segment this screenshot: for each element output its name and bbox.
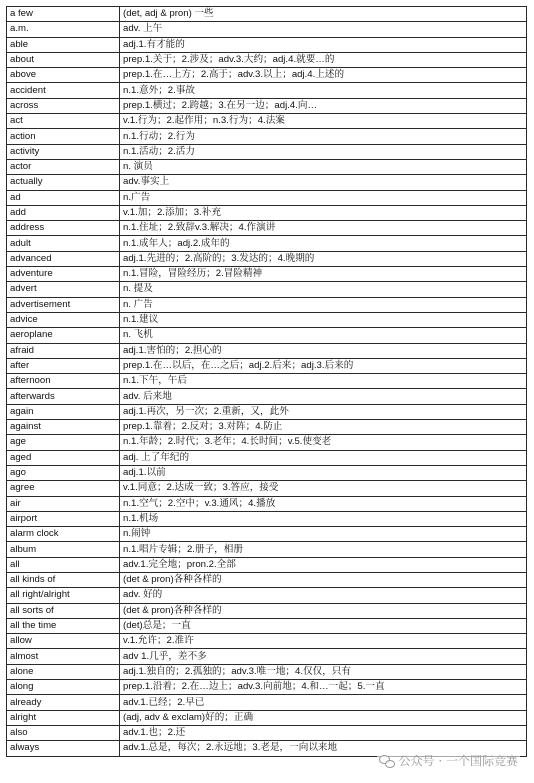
definition-cell: n.1.建议 [120, 312, 527, 327]
word-cell: afterwards [7, 389, 120, 404]
table-row [7, 496, 527, 511]
definition-cell: (adj, adv & exclam)好的；正确 [120, 710, 527, 725]
definition-cell: prep.1.在…上方；2.高于；adv.3.以上；adj.4.上述的 [120, 68, 527, 83]
definition-cell: prep.1.关于；2.涉及；adv.3.大约；adj.4.就要…的 [120, 52, 527, 67]
definition-cell: n.1.下午，午后 [120, 374, 527, 389]
table-row [7, 236, 527, 251]
definition-cell: n.1.成年人；adj.2.成年的 [120, 236, 527, 251]
definition-cell: prep.1.靠着；2.反对；3.对阵；4.防止 [120, 420, 527, 435]
table-row [7, 664, 527, 679]
definition-cell: prep.1.在…以后，在…之后；adj.2.后来；adj.3.后来的 [120, 358, 527, 373]
table-row [7, 649, 527, 664]
definition-cell: v.1.加；2.添加；3.补充 [120, 205, 527, 220]
word-cell: air [7, 496, 120, 511]
word-cell: against [7, 420, 120, 435]
word-cell: agree [7, 481, 120, 496]
word-cell: aged [7, 450, 120, 465]
definition-cell: n.1.行动；2.行为 [120, 129, 527, 144]
word-cell: able [7, 37, 120, 52]
table-row [7, 695, 527, 710]
table-row [7, 159, 527, 174]
word-cell: again [7, 404, 120, 419]
table-row [7, 603, 527, 618]
definition-cell: (det)总是；一直 [120, 618, 527, 633]
table-row [7, 328, 527, 343]
word-cell: ad [7, 190, 120, 205]
table-row [7, 511, 527, 526]
word-cell: address [7, 221, 120, 236]
definition-cell: n.1.住址；2.致辞v.3.解决；4.作演讲 [120, 221, 527, 236]
wechat-icon [379, 754, 395, 768]
word-cell: almost [7, 649, 120, 664]
word-cell: along [7, 680, 120, 695]
table-row [7, 144, 527, 159]
table-row [7, 129, 527, 144]
word-cell: alone [7, 664, 120, 679]
definition-cell: adv.1.已经；2.早已 [120, 695, 527, 710]
word-cell: adult [7, 236, 120, 251]
definition-cell: n.1.年龄；2.时代；3.老年；4.长时间；v.5.使变老 [120, 435, 527, 450]
word-cell: afternoon [7, 374, 120, 389]
definition-cell: v.1.行为；2.起作用；n.3.行为；4.法案 [120, 114, 527, 129]
definition-cell: adj.1.再次，另一次；2.重新，又，此外 [120, 404, 527, 419]
definition-cell: adv. 上午 [120, 22, 527, 37]
word-cell: add [7, 205, 120, 220]
word-cell: after [7, 358, 120, 373]
definition-cell: adj.1.以前 [120, 465, 527, 480]
table-row [7, 358, 527, 373]
word-cell: a few [7, 7, 120, 22]
word-cell: aeroplane [7, 328, 120, 343]
table-row [7, 404, 527, 419]
definition-cell: adv.1.也；2.还 [120, 725, 527, 740]
table-row [7, 542, 527, 557]
table-row [7, 680, 527, 695]
word-cell: allow [7, 634, 120, 649]
table-row [7, 465, 527, 480]
definition-cell: n.广告 [120, 190, 527, 205]
definition-cell: prep.1.横过；2.跨越；3.在另一边；adj.4.向… [120, 98, 527, 113]
word-cell: airport [7, 511, 120, 526]
word-cell: all [7, 557, 120, 572]
word-cell: actor [7, 159, 120, 174]
word-cell: action [7, 129, 120, 144]
definition-cell: n.1.冒险，冒险经历；2.冒险精神 [120, 267, 527, 282]
table-row [7, 634, 527, 649]
table-row [7, 175, 527, 190]
definition-cell: adv.事实上 [120, 175, 527, 190]
table-row [7, 572, 527, 587]
table-row [7, 374, 527, 389]
definition-cell: n. 广告 [120, 297, 527, 312]
word-cell: alarm clock [7, 527, 120, 542]
definition-cell: n. 演员 [120, 159, 527, 174]
definition-cell: n.1.活动；2.活力 [120, 144, 527, 159]
definition-cell: adv 1.几乎，差不多 [120, 649, 527, 664]
word-cell: adventure [7, 267, 120, 282]
table-row [7, 114, 527, 129]
table-row [7, 557, 527, 572]
table-row [7, 267, 527, 282]
word-cell: a.m. [7, 22, 120, 37]
table-row [7, 343, 527, 358]
word-cell: advanced [7, 251, 120, 266]
vocabulary-table [6, 6, 527, 757]
definition-cell: n.1.空气；2.空中；v.3.通风；4.播放 [120, 496, 527, 511]
definition-cell: adj. 上了年纪的 [120, 450, 527, 465]
table-row [7, 389, 527, 404]
table-row [7, 190, 527, 205]
word-cell: act [7, 114, 120, 129]
word-cell: always [7, 741, 120, 756]
word-cell: advertisement [7, 297, 120, 312]
table-row [7, 37, 527, 52]
word-cell: ago [7, 465, 120, 480]
word-cell: already [7, 695, 120, 710]
word-cell: all right/alright [7, 588, 120, 603]
definition-cell: adv. 好的 [120, 588, 527, 603]
table-row [7, 312, 527, 327]
table-row [7, 618, 527, 633]
definition-cell: adv.1.总是，每次；2.永远地；3.老是，一向以来地 [120, 741, 527, 756]
word-cell: afraid [7, 343, 120, 358]
table-row [7, 205, 527, 220]
definition-cell: n.1.唱片专辑；2.册子，相册 [120, 542, 527, 557]
definition-cell: (det, adj & pron) 一些 [120, 7, 527, 22]
table-row [7, 251, 527, 266]
word-cell: activity [7, 144, 120, 159]
table-row [7, 68, 527, 83]
watermark-text: 公众号 · 一个国际竞赛 [398, 754, 518, 768]
word-cell: age [7, 435, 120, 450]
word-cell: all sorts of [7, 603, 120, 618]
definition-cell: n. 提及 [120, 282, 527, 297]
word-cell: alright [7, 710, 120, 725]
table-row [7, 588, 527, 603]
definition-cell: prep.1.沿着；2.在…边上；adv.3.向前地；4.和…一起；5.一直 [120, 680, 527, 695]
word-cell: also [7, 725, 120, 740]
word-cell: actually [7, 175, 120, 190]
definition-cell: adj.1.害怕的；2.担心的 [120, 343, 527, 358]
table-row [7, 221, 527, 236]
table-row [7, 725, 527, 740]
definition-cell: adj.1.先进的；2.高阶的；3.发达的；4.晚期的 [120, 251, 527, 266]
table-row [7, 710, 527, 725]
table-row [7, 83, 527, 98]
table-row [7, 297, 527, 312]
definition-cell: v.1.同意；2.达成一致；3.答应，接受 [120, 481, 527, 496]
word-cell: all the time [7, 618, 120, 633]
definition-cell: n.闹钟 [120, 527, 527, 542]
table-row [7, 420, 527, 435]
word-cell: across [7, 98, 120, 113]
table-row [7, 7, 527, 22]
table-row [7, 22, 527, 37]
definition-cell: n.1.意外；2.事故 [120, 83, 527, 98]
definition-cell: v.1.允许；2.准许 [120, 634, 527, 649]
word-cell: advert [7, 282, 120, 297]
table-row [7, 98, 527, 113]
definition-cell: (det & pron)各种各样的 [120, 572, 527, 587]
definition-cell: adj.1.有才能的 [120, 37, 527, 52]
word-cell: accident [7, 83, 120, 98]
table-row [7, 282, 527, 297]
definition-cell: adv. 后来地 [120, 389, 527, 404]
word-cell: about [7, 52, 120, 67]
definition-cell: (det & pron)各种各样的 [120, 603, 527, 618]
definition-cell: adv.1.完全地；pron.2.全部 [120, 557, 527, 572]
word-cell: album [7, 542, 120, 557]
watermark [377, 752, 520, 769]
word-cell: all kinds of [7, 572, 120, 587]
definition-cell: adj.1.独自的；2.孤独的；adv.3.唯一地；4.仅仅，只有 [120, 664, 527, 679]
table-row [7, 481, 527, 496]
word-cell: above [7, 68, 120, 83]
definition-cell: n.1.机场 [120, 511, 527, 526]
table-row [7, 527, 527, 542]
word-cell: advice [7, 312, 120, 327]
definition-cell: n. 飞机 [120, 328, 527, 343]
table-row [7, 435, 527, 450]
table-row [7, 450, 527, 465]
table-row [7, 52, 527, 67]
